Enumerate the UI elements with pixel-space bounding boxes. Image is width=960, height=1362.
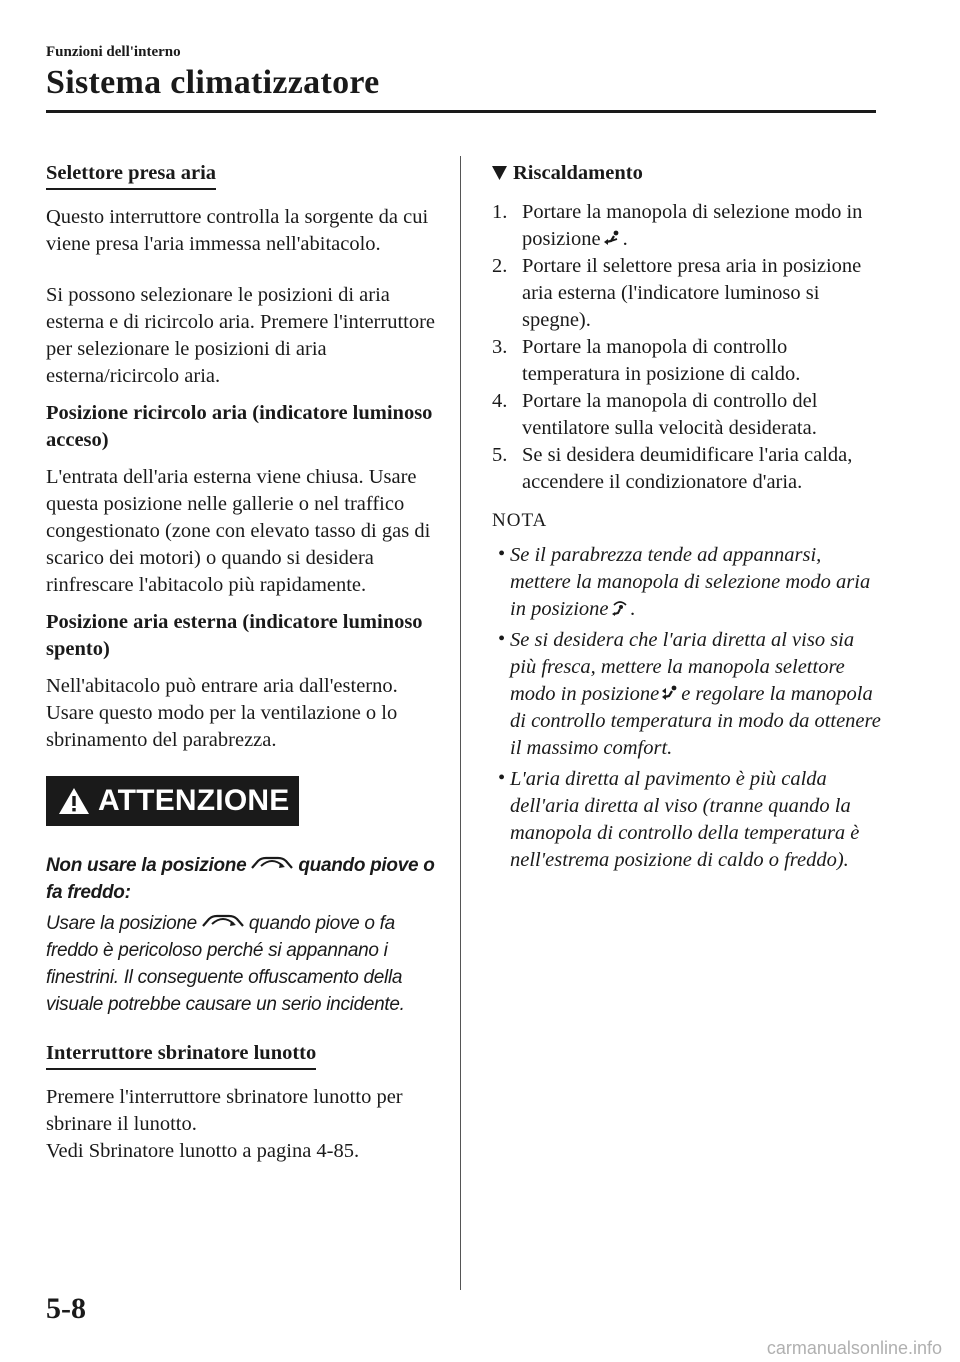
warning-text: Usare la posizione quando piove o fa freddo è pericoloso perché si appannano i finestrini. Il conseguente offuscamento della visuale potrebbe causare un serio incidente.: [46, 913, 405, 1015]
list-item: 1. Portare la manopola di selezione modo in posizione .: [492, 201, 863, 250]
paragraph: L'entrata dell'aria esterna viene chiusa. Usare questa posizione nelle gallerie o nel traffico congestionato (zone con elevato tasso di gas di scarico dei motori) o quando si desidera rinfrescare l'abitacolo più rapidamente.: [46, 466, 431, 596]
warning-label: ATTENZIONE: [98, 784, 290, 817]
note-item: • Se si desidera che l'aria diretta al viso sia più fresca, mettere la manopola selettore modo in posizione e regolare la manopola di controllo temperatura in modo da ottenere il massimo comfort.: [498, 628, 881, 759]
list-item: 3. Portare la manopola di controllo temperatura in posizione di caldo.: [492, 336, 801, 385]
right-column: [492, 160, 882, 878]
heating-steps: [492, 199, 882, 496]
warning-triangle-icon: [58, 787, 90, 815]
paragraph: Vedi Sbrinatore lunotto a pagina 4-85.: [46, 1140, 360, 1162]
recirculation-car-icon: [249, 854, 295, 874]
paragraph: Questo interruttore controlla la sorgente da cui viene presa l'aria immessa nell'abitacolo.: [46, 206, 429, 255]
heading-air-intake-selector: Selettore presa aria: [46, 160, 216, 190]
list-item: 5. Se si desidera deumidificare l'aria calda, accendere il condizionatore d'aria.: [492, 444, 853, 493]
note-item: • Se il parabrezza tende ad appannarsi, mettere la manopola di selezione modo aria in posizione .: [498, 543, 871, 620]
list-item: 2. Portare il selettore presa aria in posizione aria esterna (l'indicatore luminoso si spegne).: [492, 255, 862, 331]
warning-banner: [46, 776, 299, 826]
list-item: 4. Portare la manopola di controllo del ventilatore sulla velocità desiderata.: [492, 390, 818, 439]
column-divider: [460, 156, 461, 1290]
left-column: [46, 160, 446, 1175]
recirculation-car-icon: [200, 912, 246, 932]
paragraph: Nell'abitacolo può entrare aria dall'esterno. Usare questo modo per la ventilazione o lo sbrinamento del parabrezza.: [46, 675, 398, 751]
floor-mode-icon: [603, 230, 621, 247]
heading-rear-defroster: Interruttore sbrinatore lunotto: [46, 1040, 316, 1070]
subheading-recirculation: Posizione ricircolo aria (indicatore luminoso acceso): [46, 402, 433, 451]
paragraph: Premere l'interruttore sbrinatore lunotto per sbrinare il lunotto.: [46, 1086, 403, 1135]
bi-level-mode-icon: [661, 685, 679, 702]
page-title: Sistema climatizzatore: [46, 64, 380, 101]
subheading-outside-air: Posizione aria esterna (indicatore luminoso spento): [46, 611, 423, 660]
section-triangle-icon: [492, 166, 507, 180]
watermark: carmanualsonline.info: [766, 1338, 942, 1358]
heading-heating: Riscaldamento: [492, 160, 882, 187]
floor-defrost-mode-icon: [611, 600, 629, 617]
header-divider: [46, 110, 876, 113]
note-label: NOTA: [492, 510, 548, 531]
note-item: • L'aria diretta al pavimento è più calda dell'aria diretta al viso (tranne quando la manopola di controllo della temperatura è nell'estrema posizione di caldo o freddo).: [498, 767, 860, 871]
paragraph: Si possono selezionare le posizioni di aria esterna e di ricircolo aria. Premere l'interruttore per selezionare le posizioni di aria esterna/ricircolo aria.: [46, 284, 436, 387]
warning-title: Non usare la posizione quando piove o fa freddo:: [46, 855, 435, 903]
page-number: 5-8: [46, 1292, 86, 1325]
section-label: Funzioni dell'interno: [46, 44, 181, 60]
